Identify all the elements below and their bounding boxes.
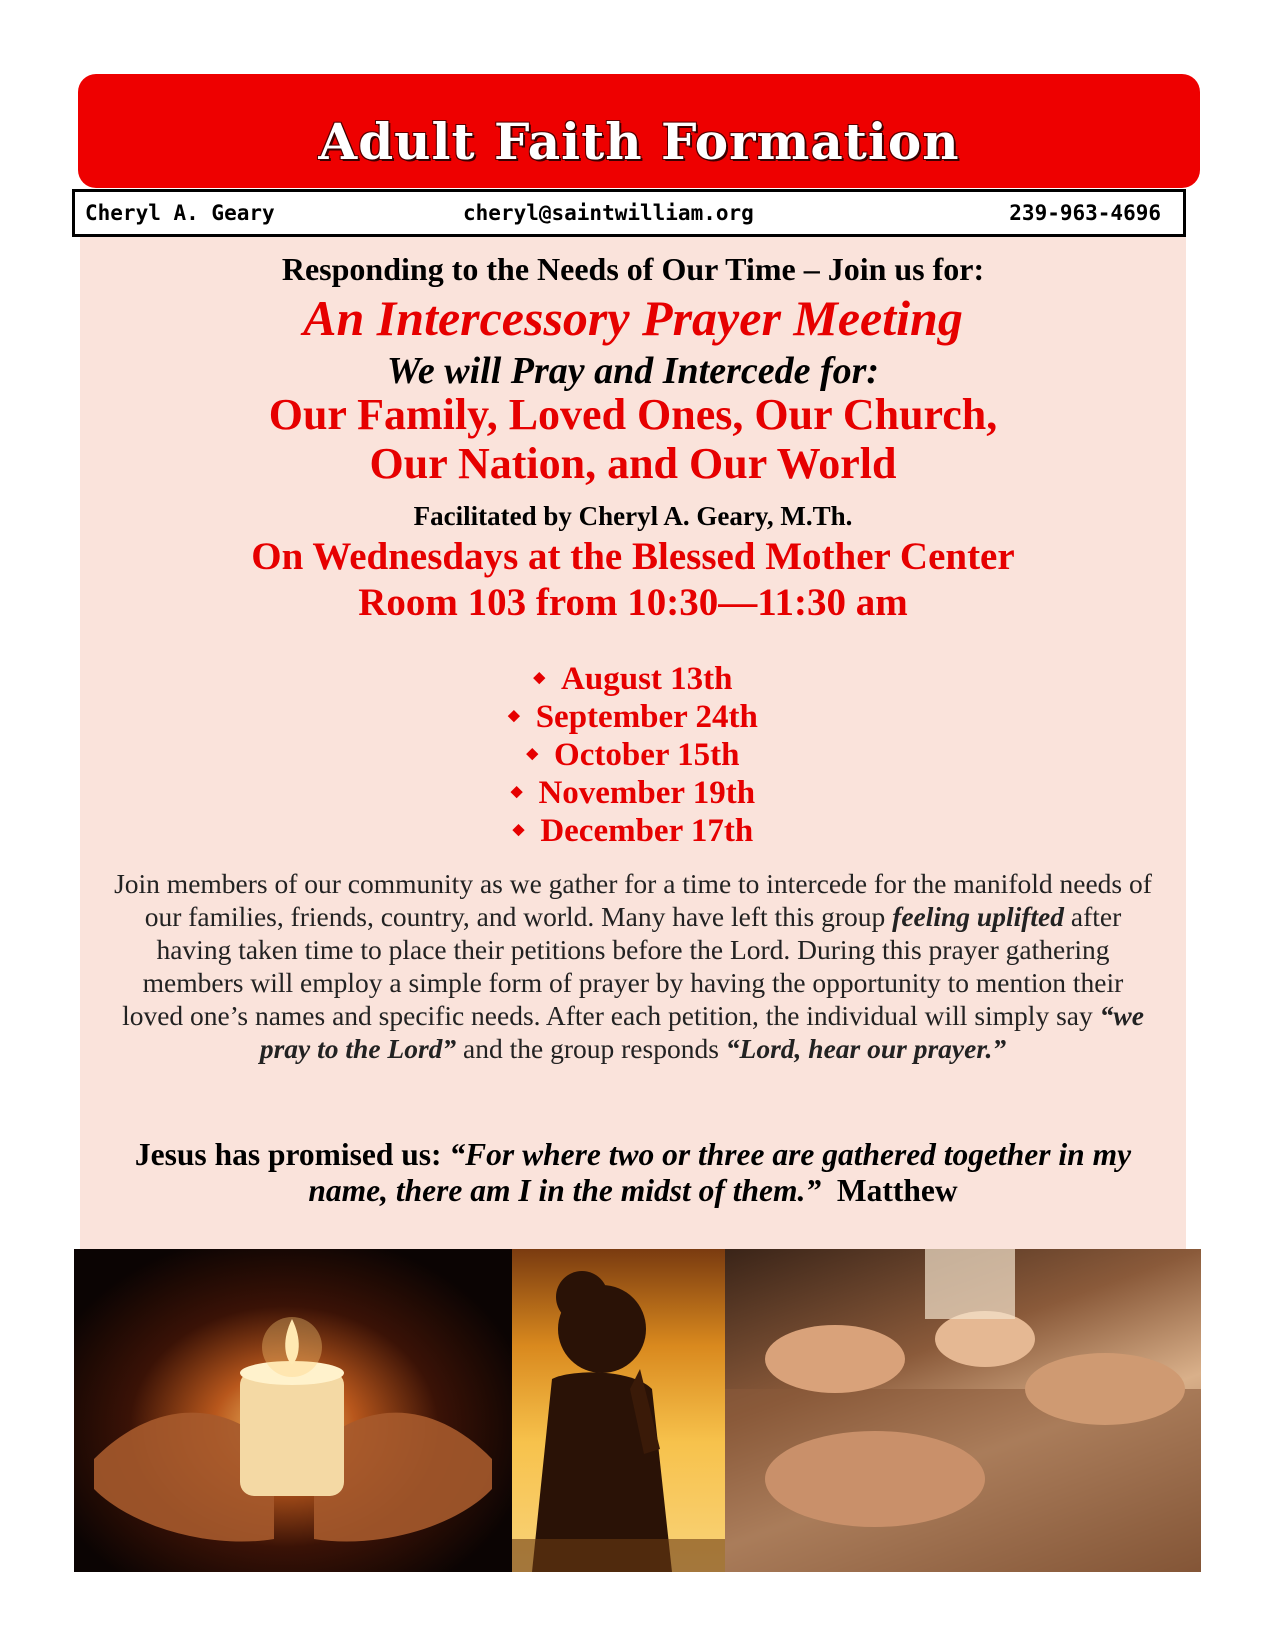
location-line1: On Wednesdays at the Blessed Mother Center: [251, 535, 1015, 578]
header-banner: [78, 74, 1200, 188]
event-title: An Intercessory Prayer Meeting: [303, 290, 963, 346]
pray-for-line2: Our Nation, and Our World: [369, 439, 897, 488]
event-intro: Responding to the Needs of Our Time – Join us for:: [281, 251, 985, 287]
description-emphasis: “Lord, hear our prayer.”: [725, 1033, 1007, 1064]
diamond-bullet-icon: ◆: [533, 670, 546, 687]
date-item: [80, 774, 1186, 812]
diamond-bullet-icon: ◆: [510, 784, 523, 801]
pray-for-heading: We will Pray and Intercede for:: [386, 350, 880, 392]
candle-hands-photo: [74, 1249, 512, 1572]
date-label: November 19th: [538, 775, 756, 811]
date-label: September 24th: [535, 699, 758, 735]
flyer-panel: [80, 237, 1186, 1249]
location-line2: Room 103 from 10:30—11:30 am: [358, 581, 908, 624]
contact-email[interactable]: cheryl@saintwilliam.org: [463, 201, 754, 225]
contact-phone[interactable]: 239-963-4696: [1009, 201, 1161, 225]
page-title: Adult Faith Formation: [318, 111, 960, 171]
date-item: [80, 698, 1186, 736]
description-emphasis: “we pray to the Lord”: [259, 1000, 1144, 1064]
date-item: [80, 660, 1186, 698]
quote-lead: Jesus has promised us:: [134, 1137, 450, 1172]
scripture-quote: [100, 1137, 1166, 1209]
date-item: [80, 812, 1186, 850]
facilitator: Facilitated by Cheryl A. Geary, M.Th.: [413, 501, 853, 531]
diamond-bullet-icon: ◆: [526, 746, 539, 763]
date-label: December 17th: [540, 813, 754, 849]
quote-text: “For where two or three are gathered together in my name, there am I in the midst of them.”: [308, 1137, 1132, 1208]
praying-woman-silhouette-photo: [512, 1249, 725, 1572]
contact-bar: [72, 189, 1186, 237]
pray-for-line1: Our Family, Loved Ones, Our Church,: [268, 390, 998, 439]
contact-name: Cheryl A. Geary: [85, 201, 275, 225]
description-text: Join members of our community as we gather for a time to intercede for the manifold needs of our families, friends, country, and world. Many have left this group: [114, 868, 1152, 932]
description-text: and the group responds: [456, 1033, 726, 1064]
description-text: after having taken time to place their petitions before the Lord. During this prayer gathering members will employ a simple form of prayer by having the opportunity to mention their loved one’s names and specific needs. After each petition, the individual will simply say: [122, 901, 1124, 1031]
date-label: October 15th: [554, 737, 740, 773]
description-emphasis: feeling uplifted: [892, 901, 1065, 932]
date-list: [80, 660, 1186, 850]
date-label: August 13th: [561, 661, 733, 697]
quote-source: Matthew: [836, 1173, 958, 1208]
diamond-bullet-icon: ◆: [512, 822, 525, 839]
diamond-bullet-icon: ◆: [508, 708, 520, 725]
date-item: [80, 736, 1186, 774]
description-paragraph: [110, 867, 1156, 1065]
holding-hands-prayer-photo: [725, 1249, 1201, 1572]
